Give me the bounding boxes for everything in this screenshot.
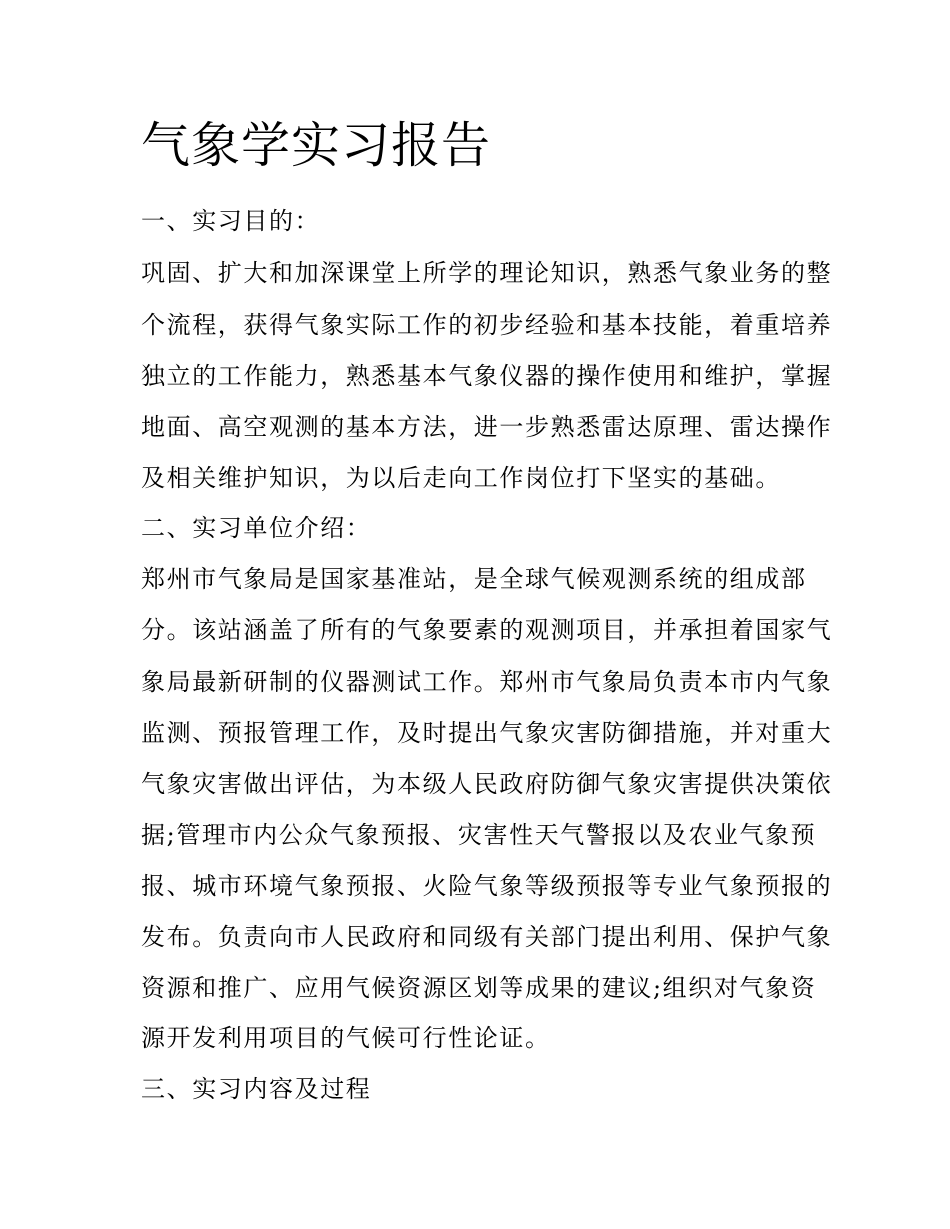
paragraph-line: 报、城市环境气象预报、火险气象等级预报等专业气象预报的 <box>141 872 833 900</box>
paragraph-line: 独立的工作能力，熟悉基本气象仪器的操作使用和维护，掌握 <box>141 362 833 390</box>
paragraph-line: 个流程，获得气象实际工作的初步经验和基本技能，着重培养 <box>141 311 833 339</box>
paragraph-line: 源开发利用项目的气候可行性论证。 <box>141 1024 551 1052</box>
section-heading-purpose: 一、实习目的： <box>141 207 321 235</box>
paragraph-line: 气象灾害做出评估，为本级人民政府防御气象灾害提供决策依 <box>141 770 833 798</box>
paragraph-line: 象局最新研制的仪器测试工作。郑州市气象局负责本市内气象 <box>141 668 833 696</box>
section-heading-content: 三、实习内容及过程 <box>141 1075 372 1103</box>
section-heading-unit: 二、实习单位介绍： <box>141 514 372 542</box>
paragraph-line: 郑州市气象局是国家基准站，是全球气候观测系统的组成部 <box>141 565 807 593</box>
document-title: 气象学实习报告 <box>141 117 492 174</box>
paragraph-line: 监测、预报管理工作，及时提出气象灾害防御措施，并对重大 <box>141 719 833 747</box>
paragraph-line: 资源和推广、应用气候资源区划等成果的建议;组织对气象资 <box>141 974 817 1002</box>
paragraph-line: 分。该站涵盖了所有的气象要素的观测项目，并承担着国家气 <box>141 616 833 644</box>
paragraph-line: 发布。负责向市人民政府和同级有关部门提出利用、保护气象 <box>141 923 833 951</box>
paragraph-line: 据;管理市内公众气象预报、灾害性天气警报以及农业气象预 <box>141 821 817 849</box>
paragraph-line: 及相关维护知识，为以后走向工作岗位打下坚实的基础。 <box>141 464 781 492</box>
paragraph-line: 巩固、扩大和加深课堂上所学的理论知识，熟悉气象业务的整 <box>141 259 833 287</box>
paragraph-line: 地面、高空观测的基本方法，进一步熟悉雷达原理、雷达操作 <box>141 413 833 441</box>
